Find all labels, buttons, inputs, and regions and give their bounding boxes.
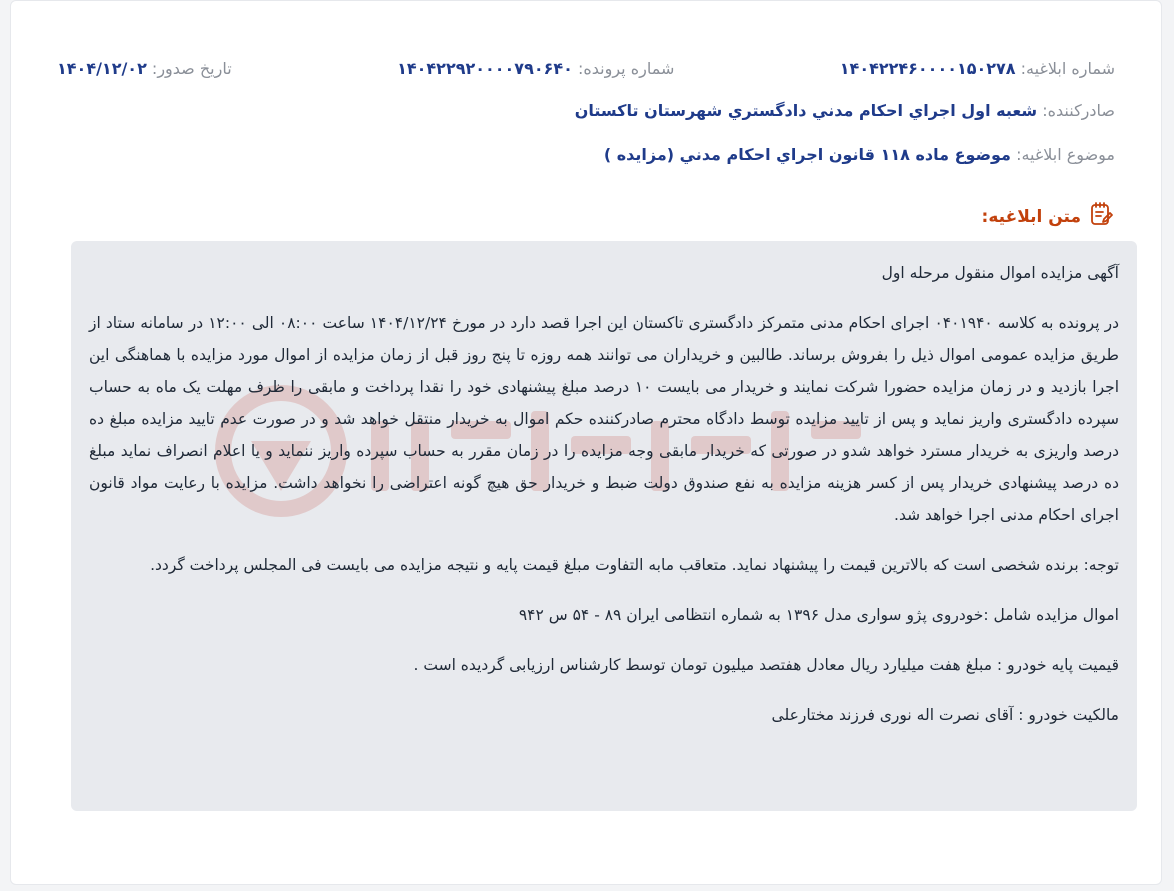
notice-number — [840, 57, 1115, 81]
notice-body — [89, 257, 1119, 731]
issue-date-label: تاریخ صدور: — [151, 59, 232, 78]
issuer-row — [575, 99, 1115, 123]
notice-text-box — [71, 241, 1137, 811]
notice-heading: آگهی مزایده اموال منقول مرحله اول — [881, 264, 1119, 282]
case-number-value: ۱۴۰۴۲۲۹۲۰۰۰۰۷۹۰۶۴۰ — [397, 59, 573, 78]
notice-paragraph-price: قیمیت پایه خودرو : مبلغ هفت میلیارد ریال معادل هفتصد میلیون تومان توسط کارشناس ارزیابی گردیده است . — [413, 656, 1119, 674]
subject-value: موضوع ماده ۱۱۸ قانون اجراي احكام مدني (مزايده ) — [603, 145, 1011, 164]
issuer-value: شعبه اول اجراي احكام مدني دادگستري شهرستان تاكستان — [574, 101, 1038, 120]
case-number-label: شماره پرونده: — [577, 59, 675, 78]
notice-paragraph-owner: مالکیت خودرو : آقای نصرت اله نوری فرزند مختارعلی — [771, 706, 1119, 724]
notice-paragraph-assets: اموال مزایده شامل :خودروی پژو سواری مدل ۱۳۹۶ به شماره انتظامی ایران ۸۹ - ۵۴ س ۹۴۲ — [518, 606, 1119, 624]
section-title — [982, 201, 1115, 232]
issuer-label: صادرکننده: — [1042, 101, 1115, 120]
notice-paragraph-main: در پرونده به کلاسه ۰۴۰۱۹۴۰ اجرای احکام مدنی متمرکز دادگستری تاکستان این اجرا قصد دارد در مورخ ۱۴۰۴/۱۲/۲۴ ساعت ۰۸:۰۰ الی ۱۲:۰۰ در سامانه ستاد از طریق مزایده عمومی اموال ذیل را بفروش برساند. طالبین و خریداران می توانند همه روزه تا پنج روز قبل از زمان مزایده از اموال مورد مزایده با هماهنگی این اجرا بازدید و در زمان مزایده حضورا شرکت نمایند و خریدار می بایست ۱۰ درصد مبلغ پیشنهادی خود را نقدا پرداخت و مابقی را ظرف مهلت یک ماه به حساب سپرده دادگستری واریز نماید و پس از تایید مزایده توسط دادگاه محترم صادرکننده حکم اموال به خریدار منتقل خواهد شد و در صورت عدم تایید مزایده مبلغ ده درصد واریزی به خریدار مسترد خواهد شدو در صورتی که خریدار مابقی وجه مزایده را در زمان مقرر به حساب سپرده واریز ننماید و یا اعلام انصراف نماید مبلغ ده درصد پیشنهادی خریدار پس از کسر هزینه مزایده به نفع صندوق دولت ضبط و خریدار حق هیچ گونه اعتراضی را نخواهد داشت. مزایده با رعایت مواد قانون اجرای احکام مدنی اجرا خواهد شد. — [89, 314, 1120, 524]
document-pen-icon — [1089, 201, 1115, 232]
subject-label: موضوع ابلاغیه: — [1016, 145, 1115, 164]
notice-card — [10, 0, 1162, 885]
meta-top-row — [57, 57, 1115, 81]
issue-date — [57, 57, 232, 81]
section-title-text: متن ابلاغیه: — [981, 206, 1081, 227]
case-number — [397, 57, 674, 81]
notice-number-label: شماره ابلاغیه: — [1020, 59, 1115, 78]
notice-paragraph-note: توجه: برنده شخصی است که بالاترین قیمت را پیشنهاد نماید. متعاقب مابه التفاوت مبلغ قیمت پایه و نتیجه مزایده می بایست فی المجلس پرداخت گردد. — [150, 556, 1119, 574]
issue-date-value: ۱۴۰۴/۱۲/۰۲ — [57, 59, 147, 78]
subject-row — [604, 143, 1115, 167]
notice-number-value: ۱۴۰۴۲۲۴۶۰۰۰۰۱۵۰۲۷۸ — [839, 59, 1016, 78]
